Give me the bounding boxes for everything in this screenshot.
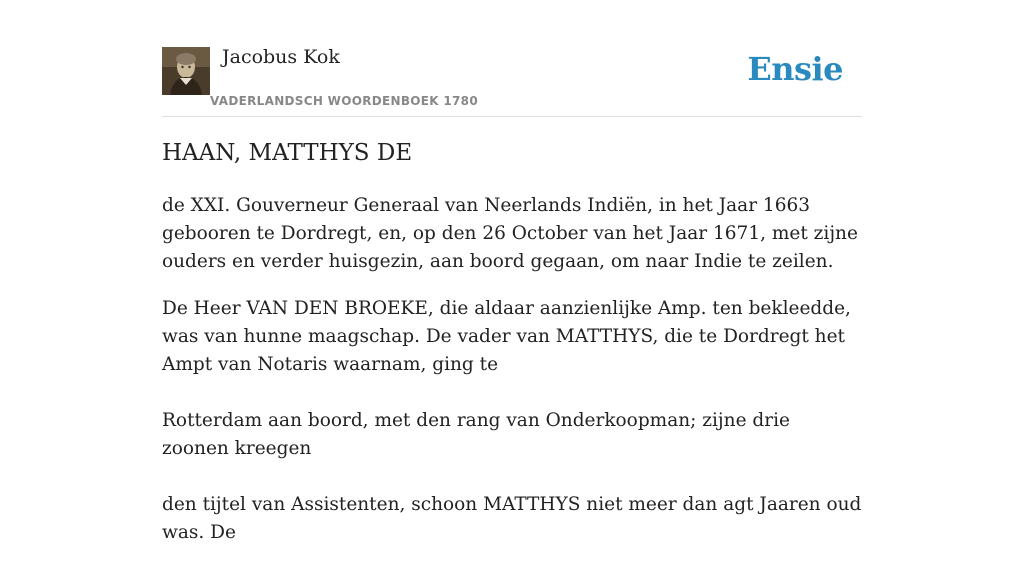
author-name[interactable]: Jacobus Kok xyxy=(222,46,340,68)
paragraph-4: den tijtel van Assistenten, schoon MATTHYS niet meer dan agt Jaaren oud was. De xyxy=(162,494,862,543)
paragraph-3: Rotterdam aan boord, met den rang van Onderkoopman; zijne drie zoonen kreegen xyxy=(162,410,790,459)
article-title: HAAN, MATTHYS DE xyxy=(162,140,413,166)
ensie-logo[interactable]: Ensie xyxy=(747,50,843,88)
paragraph-2: De Heer VAN DEN BROEKE, die aldaar aanzienlijke Amp. ten bekleedde, was van hunne maagschap. De vader van MATTHYS, die te Dordregt het Ampt van Notaris waarnam, ging te xyxy=(162,298,851,375)
source-label[interactable]: VADERLANDSCH WOORDENBOEK 1780 xyxy=(210,94,478,108)
line-break xyxy=(162,379,862,407)
article-body xyxy=(162,192,862,566)
header xyxy=(162,0,862,117)
line-break xyxy=(162,463,862,491)
author-avatar[interactable] xyxy=(162,47,210,95)
portrait-icon xyxy=(162,47,210,95)
paragraph-1: de XXI. Gouverneur Generaal van Neerlands Indiën, in het Jaar 1663 gebooren te Dordregt, en, op den 26 October van het Jaar 1671, met zijne ouders en verder huisgezin, aan boord gegaan, om naar Indie te zeilen. xyxy=(162,195,858,272)
